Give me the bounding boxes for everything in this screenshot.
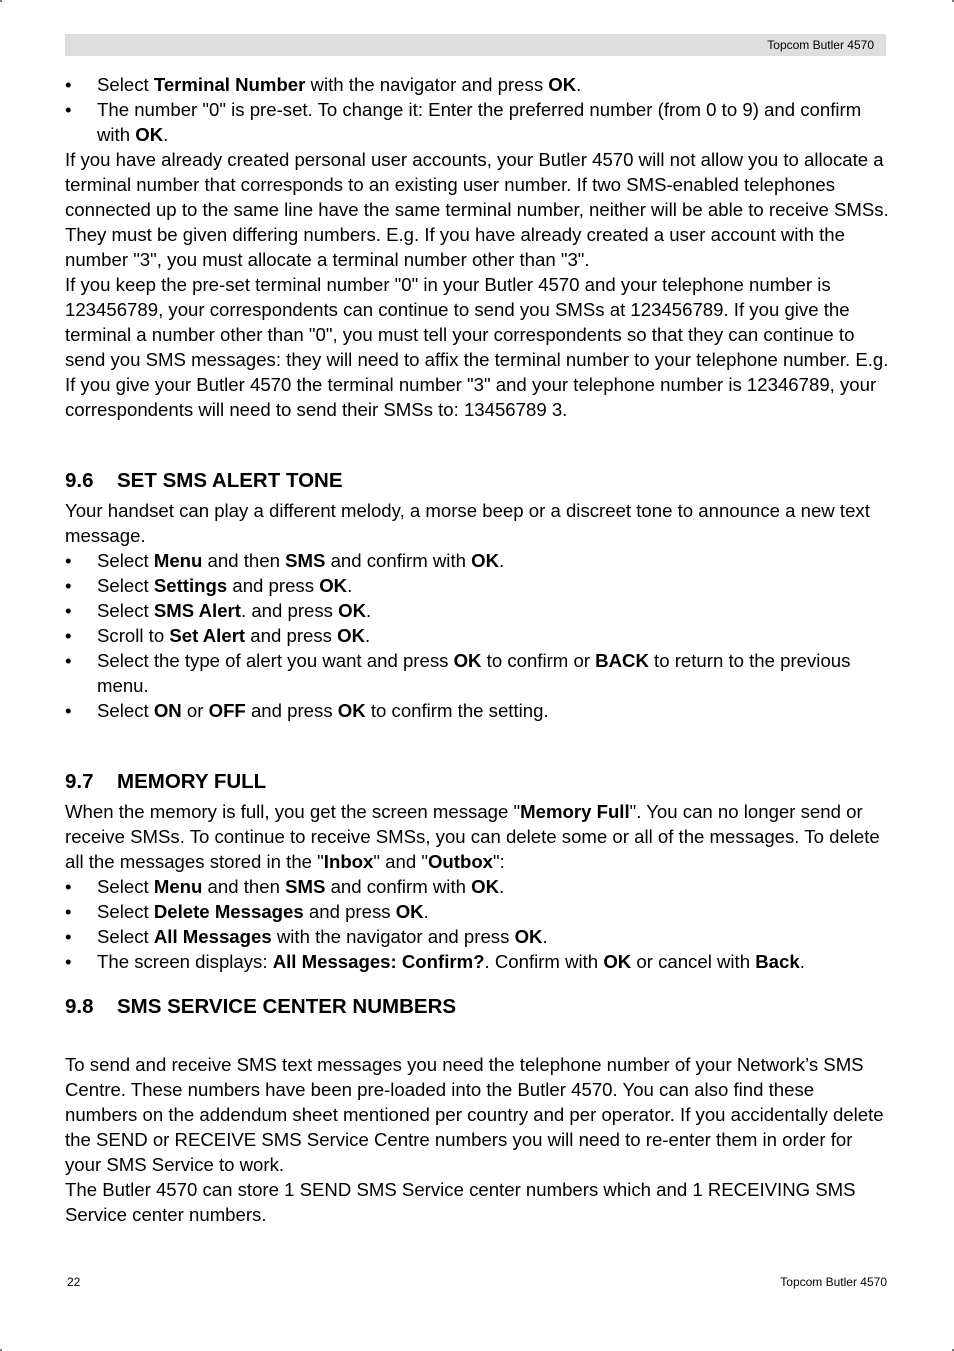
- emphasized-term: OK: [471, 876, 500, 897]
- emphasized-term: OK: [135, 124, 164, 145]
- emphasized-term: OK: [319, 575, 348, 596]
- section-title: SMS SERVICE CENTER NUMBERS: [117, 995, 457, 1018]
- section-number: 9.6: [65, 469, 94, 492]
- section-number: 9.8: [65, 995, 94, 1018]
- emphasized-term: Menu: [153, 550, 203, 571]
- emphasized-term: All Messages: Confirm?: [272, 951, 485, 972]
- emphasized-term: Terminal Number: [153, 74, 306, 95]
- section-heading-9-6: [65, 468, 890, 494]
- intro-bullet-list: [65, 72, 890, 147]
- emphasized-term: OK: [337, 700, 366, 721]
- section-heading-9-7: [65, 769, 890, 795]
- emphasized-term: SMS Alert: [153, 600, 241, 621]
- list-item: • Select Terminal Number with the navigator and press OK.: [65, 72, 890, 97]
- list-item: • Select ON or OFF and press OK to confirm the setting.: [65, 698, 890, 723]
- body-paragraph: If you have already created personal user accounts, your Butler 4570 will not allow you to allocate a terminal number that corresponds to an existing user number. If two SMS-enabled telephones connected up to the same line have the same terminal number, neither will be able to receive SMSs. They must be given differing numbers. E.g. If you have already created a user account with the number "3", you must allocate a terminal number other than "3".: [65, 149, 889, 270]
- list-item: • Select Delete Messages and press OK.: [65, 899, 890, 924]
- page-content: [65, 72, 890, 1227]
- emphasized-term: BACK: [595, 650, 649, 671]
- list-item: • Select Menu and then SMS and confirm with OK.: [65, 548, 890, 573]
- emphasized-term: Set Alert: [169, 625, 246, 646]
- emphasized-term: Menu: [153, 876, 203, 897]
- emphasized-term: OK: [337, 625, 366, 646]
- list-item: • The number "0" is pre-set. To change it: Enter the preferred number (from 0 to 9) and confirm with OK.: [65, 97, 890, 147]
- emphasized-term: OK: [514, 926, 543, 947]
- section-9-7-paragraph: When the memory is full, you get the screen message "Memory Full". You can no longer send or receive SMSs. To continue to receive SMSs, you can delete some or all of the messages. To delete all the messages stored in the "Inbox" and "Outbox":: [65, 801, 880, 872]
- list-item: • Select Menu and then SMS and confirm with OK.: [65, 874, 890, 899]
- emphasized-term: OFF: [208, 700, 246, 721]
- emphasized-term: OK: [338, 600, 367, 621]
- section-title: SET SMS ALERT TONE: [117, 469, 343, 492]
- list-item: • The screen displays: All Messages: Confirm?. Confirm with OK or cancel with Back.: [65, 949, 890, 974]
- emphasized-term: All Messages: [153, 926, 272, 947]
- header-title: Topcom Butler 4570: [767, 38, 874, 52]
- list-item: • Select the type of alert you want and press OK to confirm or BACK to return to the previous menu.: [65, 648, 890, 698]
- emphasized-term: Back: [755, 951, 800, 972]
- emphasized-term: ON: [153, 700, 182, 721]
- section-9-7-bullet-list: [65, 874, 890, 974]
- crop-mark: [0, 0, 2, 2]
- emphasized-term: OK: [395, 901, 424, 922]
- emphasized-term: Inbox: [323, 851, 374, 872]
- emphasized-term: Settings: [153, 575, 228, 596]
- page-header: [65, 34, 886, 56]
- section-9-6-paragraph: Your handset can play a different melody, a morse beep or a discreet tone to announce a new text message.: [65, 500, 870, 546]
- page-number: 22: [67, 1275, 81, 1289]
- section-9-6-bullet-list: [65, 548, 890, 723]
- section-number: 9.7: [65, 770, 94, 793]
- list-item: • Select SMS Alert. and press OK.: [65, 598, 890, 623]
- emphasized-term: OK: [453, 650, 482, 671]
- body-paragraph: To send and receive SMS text messages you need the telephone number of your Network’s SMS Centre. These numbers have been pre-loaded into the Butler 4570. You can also find these numbers on the addendum sheet mentioned per country and per operator. If you accidentally delete the SEND or RECEIVE SMS Service Centre numbers you will need to re-enter them in order for your SMS Service to work.: [65, 1054, 884, 1175]
- section-9-8-paragraphs: [65, 1052, 890, 1227]
- intro-paragraphs: [65, 147, 890, 422]
- emphasized-term: OK: [603, 951, 632, 972]
- list-item: • Select Settings and press OK.: [65, 573, 890, 598]
- section-title: MEMORY FULL: [117, 770, 267, 793]
- body-paragraph: The Butler 4570 can store 1 SEND SMS Service center numbers which and 1 RECEIVING SMS Service center numbers.: [65, 1179, 856, 1225]
- body-paragraph: If you keep the pre-set terminal number "0" in your Butler 4570 and your telephone number is 123456789, your correspondents can continue to send you SMSs at 123456789. If you give the terminal a number other than "0", you must tell your correspondents so that they can continue to send you SMS messages: they will need to affix the terminal number to your telephone number. E.g. If you give your Butler 4570 the terminal number "3" and your telephone number is 12346789, your correspondents will need to send their SMSs to: 13456789 3.: [65, 274, 889, 420]
- section-heading-9-8: [65, 994, 890, 1020]
- emphasized-term: Delete Messages: [153, 901, 304, 922]
- list-item: • Select All Messages with the navigator and press OK.: [65, 924, 890, 949]
- emphasized-term: SMS: [285, 876, 326, 897]
- footer-brand: Topcom Butler 4570: [780, 1275, 887, 1289]
- list-item: • Scroll to Set Alert and press OK.: [65, 623, 890, 648]
- emphasized-term: Outbox: [427, 851, 494, 872]
- emphasized-term: Memory Full: [520, 801, 630, 822]
- emphasized-term: OK: [548, 74, 577, 95]
- emphasized-term: SMS: [285, 550, 326, 571]
- emphasized-term: OK: [471, 550, 500, 571]
